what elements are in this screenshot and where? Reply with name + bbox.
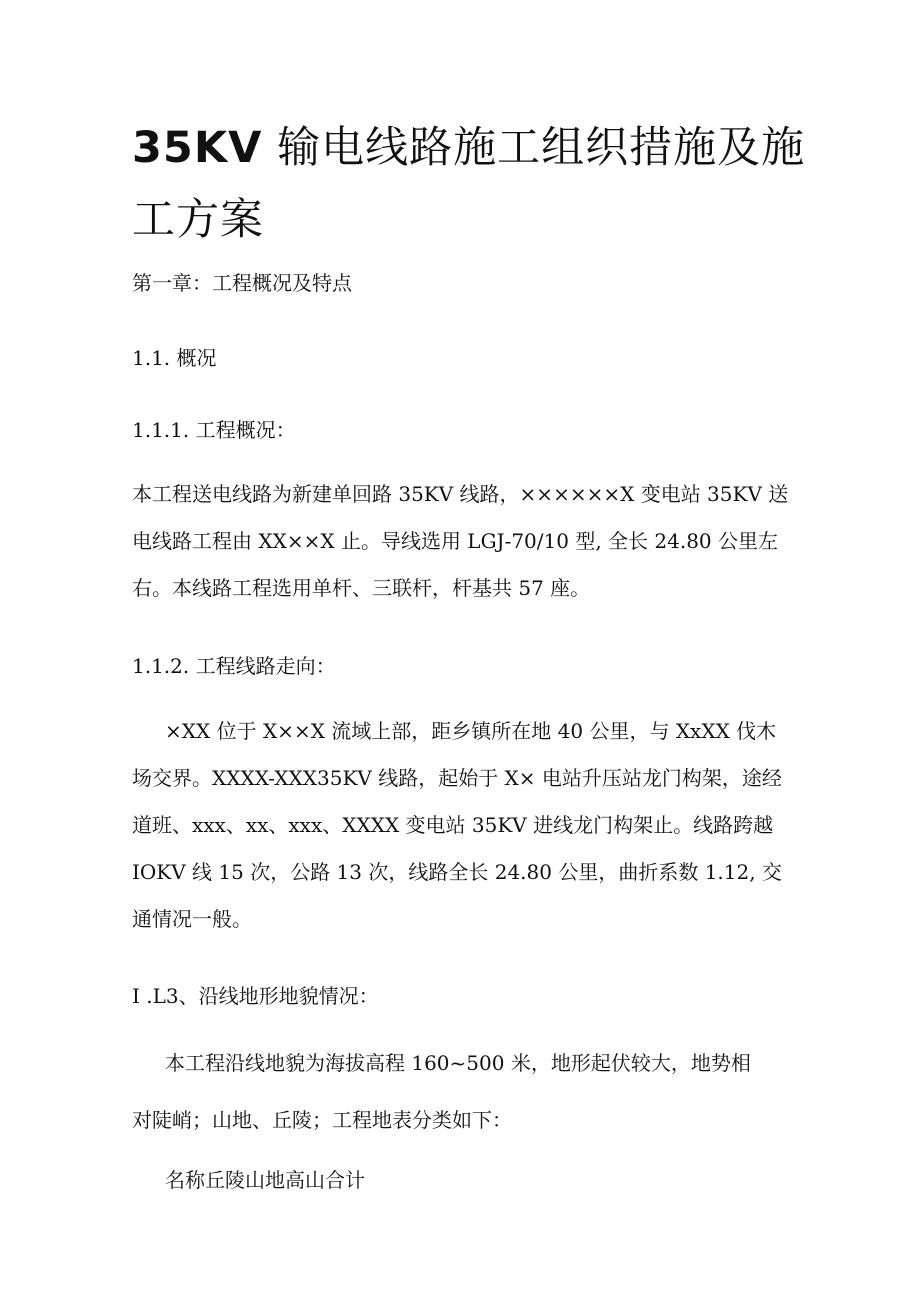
section-heading-1-1-1: 1.1.1. 工程概况： [132,418,296,442]
chapter-heading: 第一章：工程概况及特点 [132,271,352,295]
section-heading-1-1: 1.1. 概况 [132,346,217,370]
title-prefix: 35KV [132,123,263,173]
document-title [132,112,812,256]
paragraph-terrain-line-1: 本工程沿线地貌为海拔高程 160~500 米，地形起伏较大，地势相 [165,1051,751,1075]
paragraph-terrain-line-2: 对陡峭；山地、丘陵；工程地表分类如下： [132,1108,512,1132]
section-heading-1-1-3: I .L3、沿线地形地貌情况： [132,984,379,1008]
table-header-row: 名称丘陵山地高山合计 [165,1168,365,1192]
section-heading-1-1-2: 1.1.2. 工程线路走向： [132,654,336,678]
paragraph-overview: 本工程送电线路为新建单回路 35KV 线路，××××××X 变电站 35KV 送电线路工程由 XX××X 止。导线选用 LGJ-70/10 型, 全长 24.80 公里左右。本线路工程选用单杆、三联杆，杆基共 57 座。 [132,482,789,600]
title-text: 输电线路施工组织措施及施工方案 [132,123,806,245]
paragraph-route: ×XX 位于 X××X 流域上部，距乡镇所在地 40 公里，与 XxXX 伐木场交界。XXXX-XXX35KV 线路，起始于 X× 电站升压站龙门构架，途经道班、xxx、xx、xxx、XXXX 变电站 35KV 进线龙门构架止。线路跨越 IOKV 线 15 次，公路 13 次，线路全长 24.80 公里，曲折系数 1.12, 交通情况一般。 [132,719,782,931]
